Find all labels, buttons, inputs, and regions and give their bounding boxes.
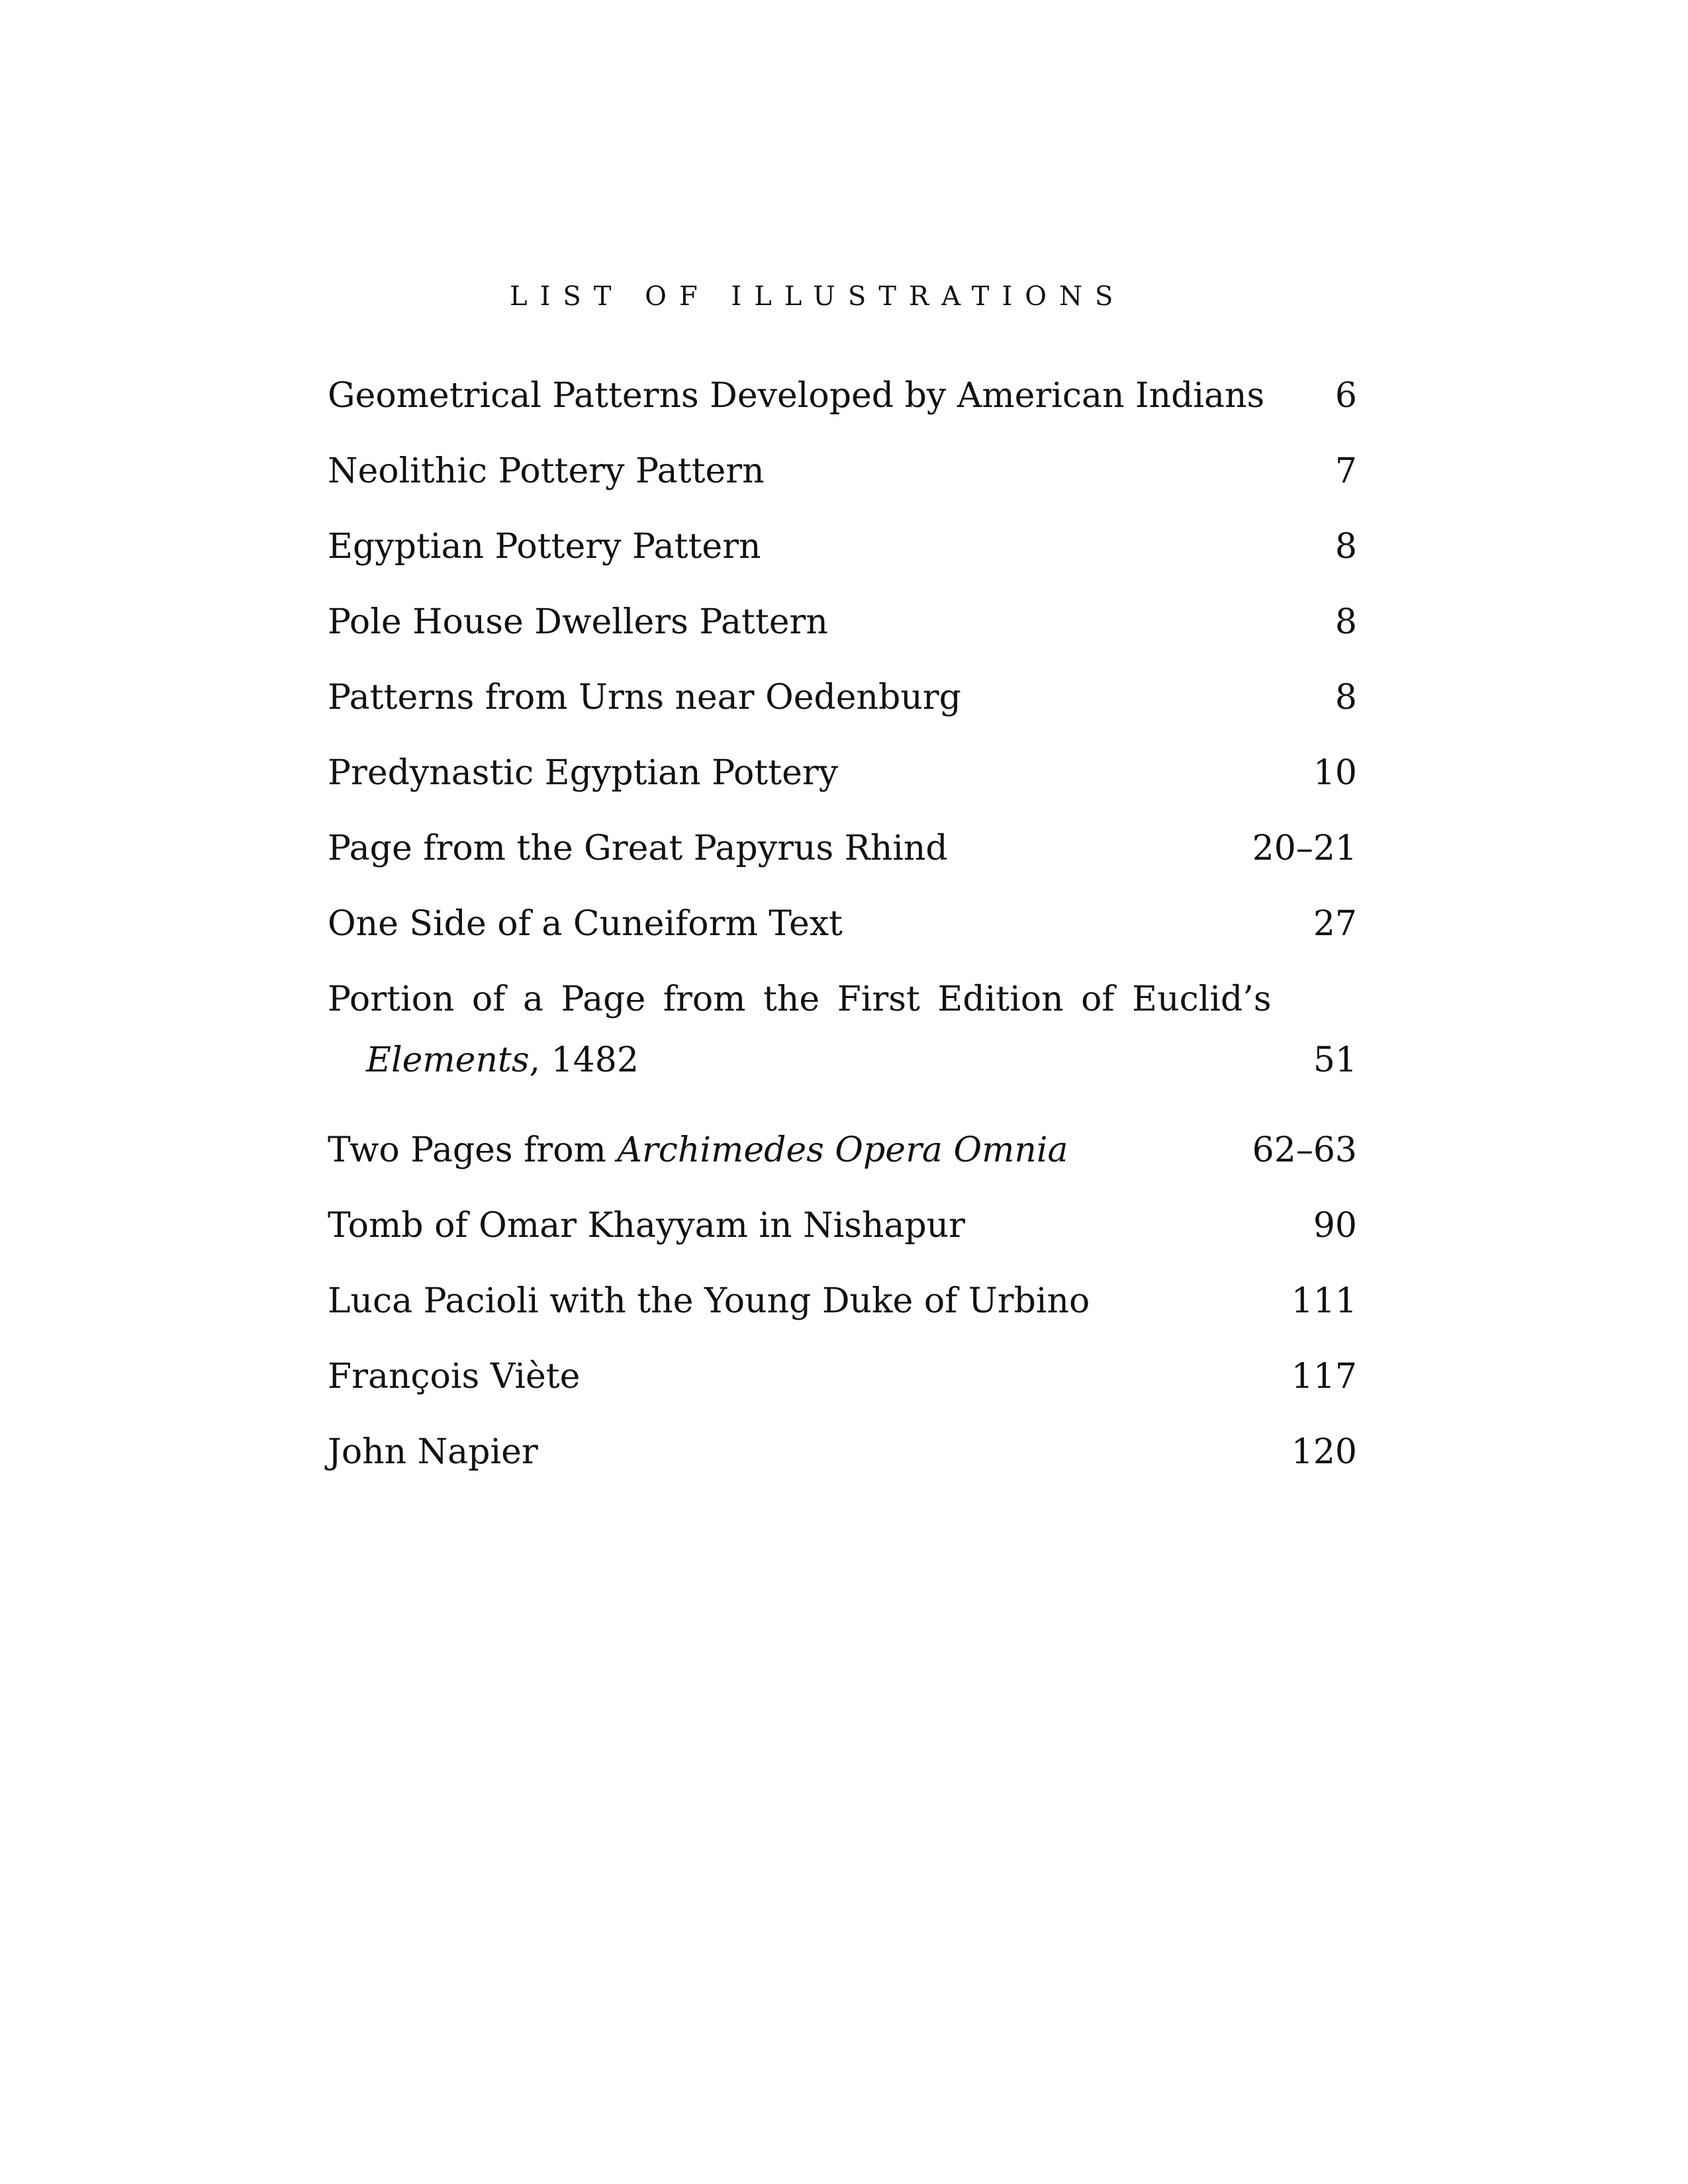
entry-page: 51 <box>1313 1040 1357 1080</box>
entry-title: Pole House Dwellers Pattern <box>328 602 828 642</box>
entry-page: 6 <box>1335 376 1357 416</box>
entry-title-italic: Archimedes Opera Omnia <box>617 1130 1068 1170</box>
entry-page: 7 <box>1335 451 1357 491</box>
list-item <box>328 1432 1357 1508</box>
entry-title: Geometrical Patterns Developed by American Indians <box>328 376 1265 416</box>
entry-title: François Viète <box>328 1357 581 1396</box>
entry-title-line2 <box>366 1040 639 1080</box>
entry-title: John Napier <box>328 1432 538 1472</box>
list-item <box>328 753 1357 829</box>
entry-page: 8 <box>1335 527 1357 567</box>
list-item <box>328 829 1357 904</box>
entry-title: Patterns from Urns near Oedenburg <box>328 678 961 717</box>
illustrations-list <box>328 376 1357 1508</box>
entry-title-italic: Elements <box>366 1040 530 1080</box>
list-item <box>328 527 1357 602</box>
entry-title: One Side of a Cuneiform Text <box>328 904 843 944</box>
entry-page: 111 <box>1291 1281 1357 1321</box>
entry-page: 62–63 <box>1252 1130 1357 1170</box>
entry-title-rest: , 1482 <box>529 1040 639 1080</box>
page-heading: LIST OF ILLUSTRATIONS <box>510 281 1126 312</box>
list-item <box>328 1130 1357 1206</box>
list-item <box>328 1281 1357 1357</box>
entry-title <box>328 1130 1068 1170</box>
list-item <box>328 979 1357 1130</box>
entry-title: Predynastic Egyptian Pottery <box>328 753 839 793</box>
list-item <box>328 1206 1357 1281</box>
entry-page: 117 <box>1291 1357 1357 1396</box>
entry-title: Egyptian Pottery Pattern <box>328 527 761 567</box>
entry-page: 120 <box>1291 1432 1357 1472</box>
list-item <box>328 376 1357 451</box>
entry-page: 90 <box>1313 1206 1357 1246</box>
entry-page: 8 <box>1335 678 1357 717</box>
entry-page: 10 <box>1313 753 1357 793</box>
list-item <box>328 1357 1357 1432</box>
list-item <box>328 904 1357 979</box>
entry-title: Neolithic Pottery Pattern <box>328 451 765 491</box>
entry-page: 27 <box>1313 904 1357 944</box>
entry-title-line1: Portion of a Page from the First Edition of Euclid’s <box>328 979 1272 1019</box>
entry-title: Luca Pacioli with the Young Duke of Urbino <box>328 1281 1090 1321</box>
entry-title: Page from the Great Papyrus Rhind <box>328 829 948 868</box>
entry-title-plain: Two Pages from <box>328 1130 618 1170</box>
list-item <box>328 678 1357 753</box>
entry-page: 20–21 <box>1252 829 1357 868</box>
list-item <box>328 451 1357 527</box>
list-item <box>328 602 1357 678</box>
entry-title: Tomb of Omar Khayyam in Nishapur <box>328 1206 966 1246</box>
entry-page: 8 <box>1335 602 1357 642</box>
